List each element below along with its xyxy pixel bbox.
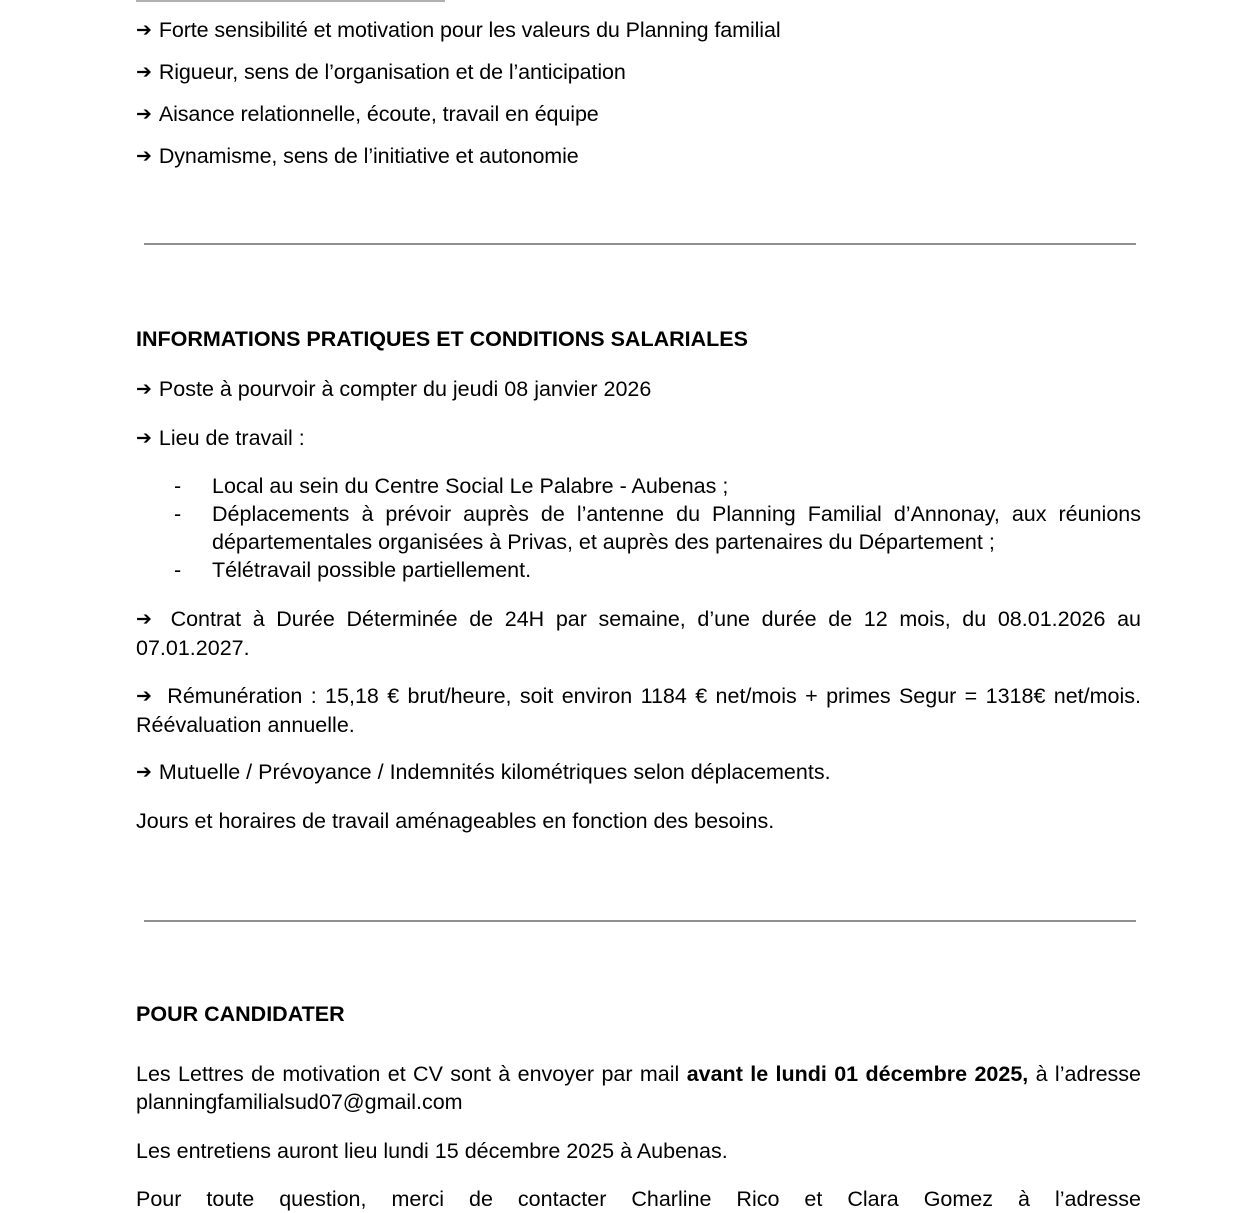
start-date-text: Poste à pourvoir à compter du jeudi 08 janvier 2026	[158, 377, 652, 401]
dash-bullet-icon: -	[174, 474, 182, 498]
salary-text: Rémunération : 15,18 € brut/heure, soit environ 1184 € net/mois + primes Segur = 1318€ net/mois. Réévaluation annuelle.	[136, 684, 1141, 737]
arrow-right-icon: ➔	[136, 685, 152, 707]
arrow-right-icon: ➔	[136, 61, 152, 83]
arrow-right-icon: ➔	[136, 608, 152, 630]
benefits-text: Mutuelle / Prévoyance / Indemnités kilométriques selon déplacements.	[158, 760, 831, 784]
workplace-label-text: Lieu de travail :	[158, 426, 305, 450]
quality-text: Aisance relationnelle, écoute, travail en équipe	[158, 102, 599, 126]
workplace-item	[136, 500, 1141, 556]
arrow-right-icon: ➔	[136, 427, 152, 449]
application-instructions	[136, 1060, 1141, 1116]
section-separator	[144, 920, 1136, 922]
arrow-right-icon: ➔	[136, 761, 152, 783]
workplace-item-text: Local au sein du Centre Social Le Palabre - Aubenas ;	[212, 474, 729, 498]
arrow-right-icon: ➔	[136, 378, 152, 400]
application-text-before: Les Lettres de motivation et CV sont à envoyer par mail	[136, 1062, 687, 1086]
section-title-practical: INFORMATIONS PRATIQUES ET CONDITIONS SALARIALES	[136, 327, 748, 351]
workplace-item-text: Déplacements à prévoir auprès de l’antenne du Planning Familial d’Annonay, aux réunions départementales organisées à Privas, et auprès des partenaires du Département ;	[212, 502, 1141, 554]
schedule-info: Jours et horaires de travail aménageables en fonction des besoins.	[136, 809, 775, 833]
quality-text: Forte sensibilité et motivation pour les valeurs du Planning familial	[158, 18, 781, 42]
top-rule	[136, 0, 445, 2]
application-deadline: avant le lundi 01 décembre 2025,	[686, 1062, 1029, 1086]
contract-info	[136, 605, 1141, 662]
section-title-apply: POUR CANDIDATER	[136, 1002, 345, 1026]
workplace-item	[136, 556, 1141, 584]
quality-item	[136, 60, 626, 85]
contact-info: Pour toute question, merci de contacter Charline Rico et Clara Gomez à l’adresse	[136, 1187, 1141, 1211]
workplace-item-text: Télétravail possible partiellement.	[212, 558, 532, 582]
quality-item	[136, 102, 599, 127]
quality-item	[136, 18, 781, 43]
salary-info	[136, 682, 1141, 739]
quality-text: Dynamisme, sens de l’initiative et autonomie	[158, 144, 579, 168]
arrow-right-icon: ➔	[136, 19, 152, 41]
benefits-info	[136, 758, 1141, 787]
dash-bullet-icon: -	[174, 502, 182, 526]
application-email: à l’adresse planningfamilialsud07@gmail.com	[136, 1062, 1141, 1114]
workplace-label	[136, 424, 1141, 453]
interviews-info: Les entretiens auront lieu lundi 15 décembre 2025 à Aubenas.	[136, 1139, 728, 1163]
workplace-item	[136, 472, 1141, 500]
quality-text: Rigueur, sens de l’organisation et de l’anticipation	[158, 60, 626, 84]
workplace-list	[136, 472, 1141, 584]
section-separator	[144, 243, 1136, 245]
arrow-right-icon: ➔	[136, 145, 152, 167]
start-date	[136, 375, 1141, 404]
dash-bullet-icon: -	[174, 558, 182, 582]
contract-text: Contrat à Durée Déterminée de 24H par semaine, d’une durée de 12 mois, du 08.01.2026 au 07.01.2027.	[136, 607, 1141, 660]
quality-item	[136, 144, 579, 169]
arrow-right-icon: ➔	[136, 103, 152, 125]
